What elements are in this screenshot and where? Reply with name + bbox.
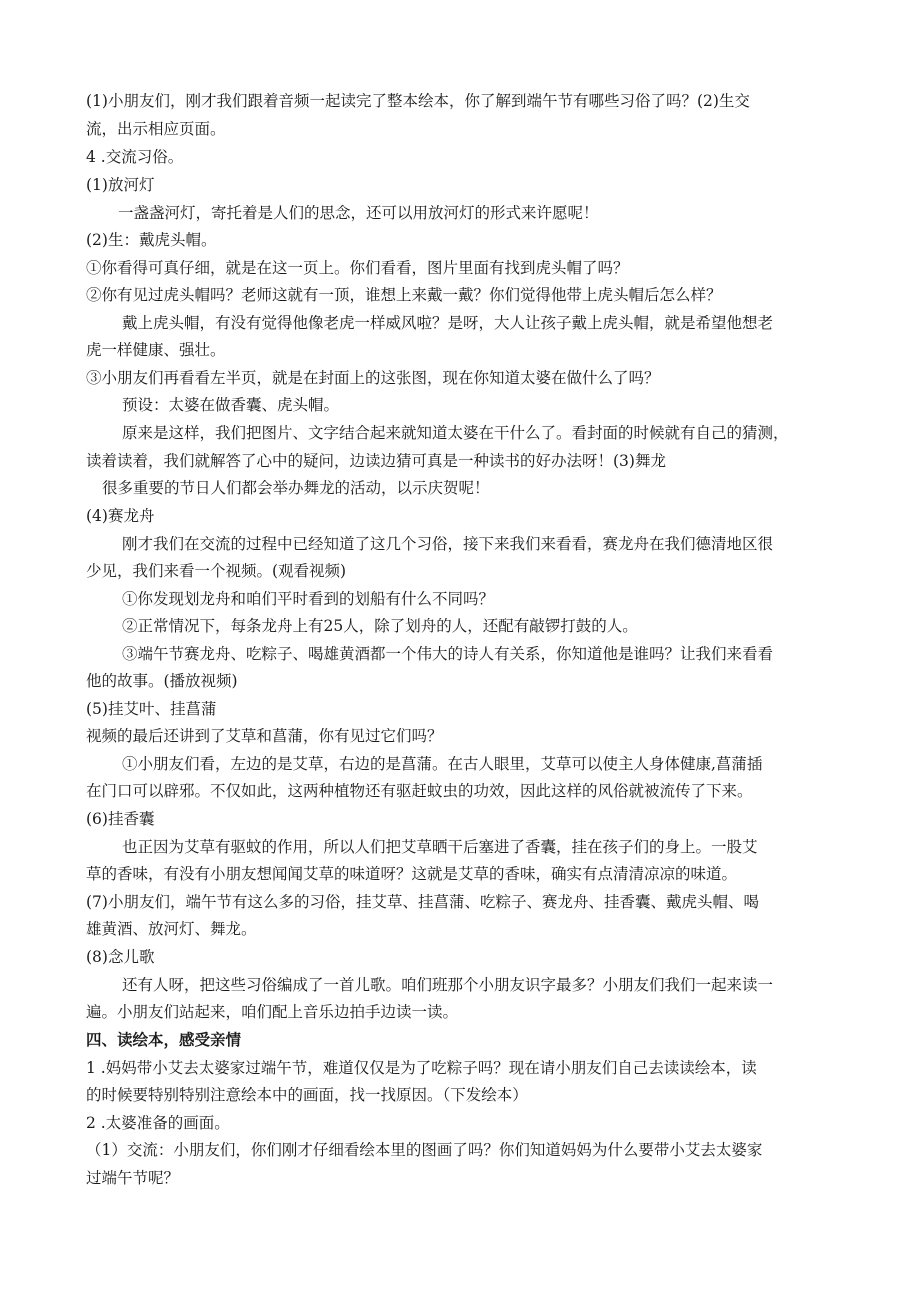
text-line: ②正常情况下，每条龙舟上有25人，除了划舟的人，还配有敲锣打鼓的人。 bbox=[122, 617, 638, 635]
text-line: (7)小朋友们，端午节有这么多的习俗，挂艾草、挂菖蒲、吃粽子、赛龙舟、挂香囊、戴虎头帽、喝 bbox=[86, 893, 759, 911]
text-line: ③端午节赛龙舟、吃粽子、喝雄黄酒都一个伟大的诗人有关系，你知道他是谁吗？让我们来看看 bbox=[122, 645, 774, 663]
text-line: ③小朋友们再看看左半页，就是在封面上的这张图，现在你知道太婆在做什么了吗？ bbox=[86, 369, 660, 387]
subsection-heading: (1)放河灯 bbox=[86, 176, 155, 194]
text-line: 遍。小朋友们站起来，咱们配上音乐边拍手边读一读。 bbox=[86, 1003, 459, 1021]
text-line: 视频的最后还讲到了艾草和菖蒲，你有见过它们吗？ bbox=[86, 727, 443, 745]
subsection-heading: (2)生：戴虎头帽。 bbox=[86, 231, 217, 249]
text-line: （1）交流：小朋友们，你们刚才仔细看绘本里的图画了吗？你们知道妈妈为什么要带小艾去太婆家 bbox=[86, 1141, 763, 1159]
text-line: ①小朋友们看，左边的是艾草，右边的是菖蒲。在古人眼里，艾草可以使主人身体健康,菖蒲插 bbox=[122, 755, 763, 773]
section-heading: 4 .交流习俗。 bbox=[86, 148, 184, 166]
text-line: 读着读着，我们就解答了心中的疑问，边读边猜可真是一种读书的好办法呀！(3)舞龙 bbox=[86, 452, 666, 470]
text-line: (1)小朋友们，刚才我们跟着音频一起读完了整本绘本，你了解到端午节有哪些习俗了吗？(2)生交 bbox=[86, 92, 750, 110]
subsection-heading: (6)挂香囊 bbox=[86, 810, 155, 828]
text-line: ①你看得可真仔细，就是在这一页上。你们看看，图片里面有找到虎头帽了吗？ bbox=[86, 259, 629, 277]
text-line: 2 .太婆准备的画面。 bbox=[86, 1114, 230, 1132]
text-line: ②你有见过虎头帽吗？老师这就有一顶，谁想上来戴一戴？你们觉得他带上虎头帽后怎么样？ bbox=[86, 286, 722, 304]
text-line: 在门口可以辟邪。不仅如此，这两种植物还有驱赶蚊虫的功效，因此这样的风俗就被流传了下来。 bbox=[86, 782, 753, 800]
text-line: 1 .妈妈带小艾去太婆家过端午节，难道仅仅是为了吃粽子吗？现在请小朋友们自己去读读绘本，读 bbox=[86, 1059, 757, 1077]
text-line: 草的香味，有没有小朋友想闻闻艾草的味道呀？这就是艾草的香味，确实有点清清凉凉的味道。 bbox=[86, 865, 738, 883]
text-line: 少见，我们来看一个视频。(观看视频) bbox=[86, 562, 347, 580]
text-line: 雄黄酒、放河灯、舞龙。 bbox=[86, 920, 257, 938]
text-line: 流，出示相应页面。 bbox=[86, 120, 226, 138]
text-line: 的时候要特别特别注意绘本中的画面，找一找原因。（下发绘本） bbox=[86, 1086, 528, 1104]
text-line: 原来是这样，我们把图片、文字结合起来就知道太婆在干什么了。看封面的时候就有自己的猜测， bbox=[122, 424, 789, 442]
text-line: 也正因为艾草有驱蚊的作用，所以人们把艾草晒干后塞进了香囊，挂在孩子们的身上。一股艾 bbox=[122, 838, 758, 856]
text-line: 很多重要的节日人们都会举办舞龙的活动，以示庆贺呢！ bbox=[102, 479, 490, 497]
text-line: 还有人呀，把这些习俗编成了一首儿歌。咱们班那个小朋友识字最多？小朋友们我们一起来读一 bbox=[122, 976, 774, 994]
subsection-heading: (5)挂艾叶、挂菖蒲 bbox=[86, 700, 217, 718]
text-line: 一盏盏河灯，寄托着是人们的思念，还可以用放河灯的形式来许愿呢！ bbox=[118, 204, 599, 222]
section-title: 四、读绘本，感受亲情 bbox=[86, 1031, 242, 1049]
text-line: 虎一样健康、强壮。 bbox=[86, 341, 226, 359]
text-line: 戴上虎头帽，有没有觉得他像老虎一样威风啦？是呀，大人让孩子戴上虎头帽，就是希望他想老 bbox=[122, 314, 774, 332]
text-line: 过端午节呢？ bbox=[86, 1169, 180, 1187]
subsection-heading: (4)赛龙舟 bbox=[86, 507, 155, 525]
text-line: 刚才我们在交流的过程中已经知道了这几个习俗，接下来我们来看看，赛龙舟在我们德清地区很 bbox=[122, 535, 774, 553]
text-line: ①你发现划龙舟和咱们平时看到的划船有什么不同吗？ bbox=[122, 590, 495, 608]
text-line: 预设：太婆在做香囊、虎头帽。 bbox=[122, 396, 340, 414]
text-line: 他的故事。(播放视频) bbox=[86, 672, 238, 690]
subsection-heading: (8)念儿歌 bbox=[86, 948, 155, 966]
